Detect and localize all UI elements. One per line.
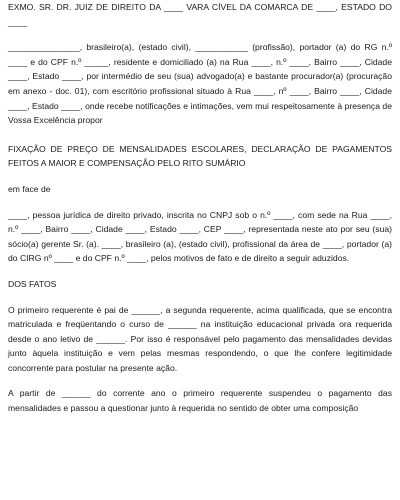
parties-paragraph: _______________, brasileiro(a), (estado civil), ___________ (profissão), portador (a) do RG n.º ____ e do CPF n.º _____, residente e domiciliado (a) na Rua ____, n.º ____, Bairro ____, Cidade ____, Estado ____, por intermédio de seu (sua) advogado(a) e bastante procurador(a) (procuração em anexo - doc. 01), com escritório profissional situado à Rua ____, nº ____, Bairro ____, Cidade ____, Estado ____, onde recebe notificações e intimações, vem mui respeitosamente à presença de Vossa Excelência propor <box>8 42 392 126</box>
facts-paragraph-1: O primeiro requerente é pai de ______, a segunda requerente, acima qualificada, que se encontra matriculada e freqüentando o curso de ______ na instituição educacional privada ora requerida desde o ano letivo de ______. Por isso é responsável pelo pagamento das mensalidades devidas junto àquela instituição e vem pelas mesmas respondendo, o que lhe confere legitimidade concorrente para postular na presente ação. <box>8 304 392 373</box>
facts-paragraph-2: A partir de ______ do corrente ano o primeiro requerente suspendeu o pagamento das mensalidades e passou a questionar junto à requerida no sentido de obter uma composição <box>8 388 392 414</box>
action-title: FIXAÇÃO DE PREÇO DE MENSALIDADES ESCOLARES, DECLARAÇÃO DE PAGAMENTOS FEITOS A MAIOR E COMPENSAÇÃO PELO RITO SUMÁRIO <box>8 143 392 169</box>
defendant-paragraph: ____, pessoa jurídica de direito privado, inscrita no CNPJ sob o n.º ____, com sede na Rua ____, n.º ____, Bairro ____, Cidade ____, Estado ____, CEP ____, representada neste ato por seu (sua) sócio(a) gerente Sr. (a). ____, brasileiro (a), (estado civil), profissional da área de ____, portador (a) do CIRG nº ____ e do CPF n.º ____, pelos motivos de fato e de direito a seguir aduzidos. <box>8 209 392 264</box>
addressee-paragraph: EXMO. SR. DR. JUIZ DE DIREITO DA ____ VARA CÍVEL DA COMARCA DE ____, ESTADO DO ____ <box>8 2 392 27</box>
against-label: em face de <box>8 183 51 194</box>
facts-heading: DOS FATOS <box>8 278 57 289</box>
